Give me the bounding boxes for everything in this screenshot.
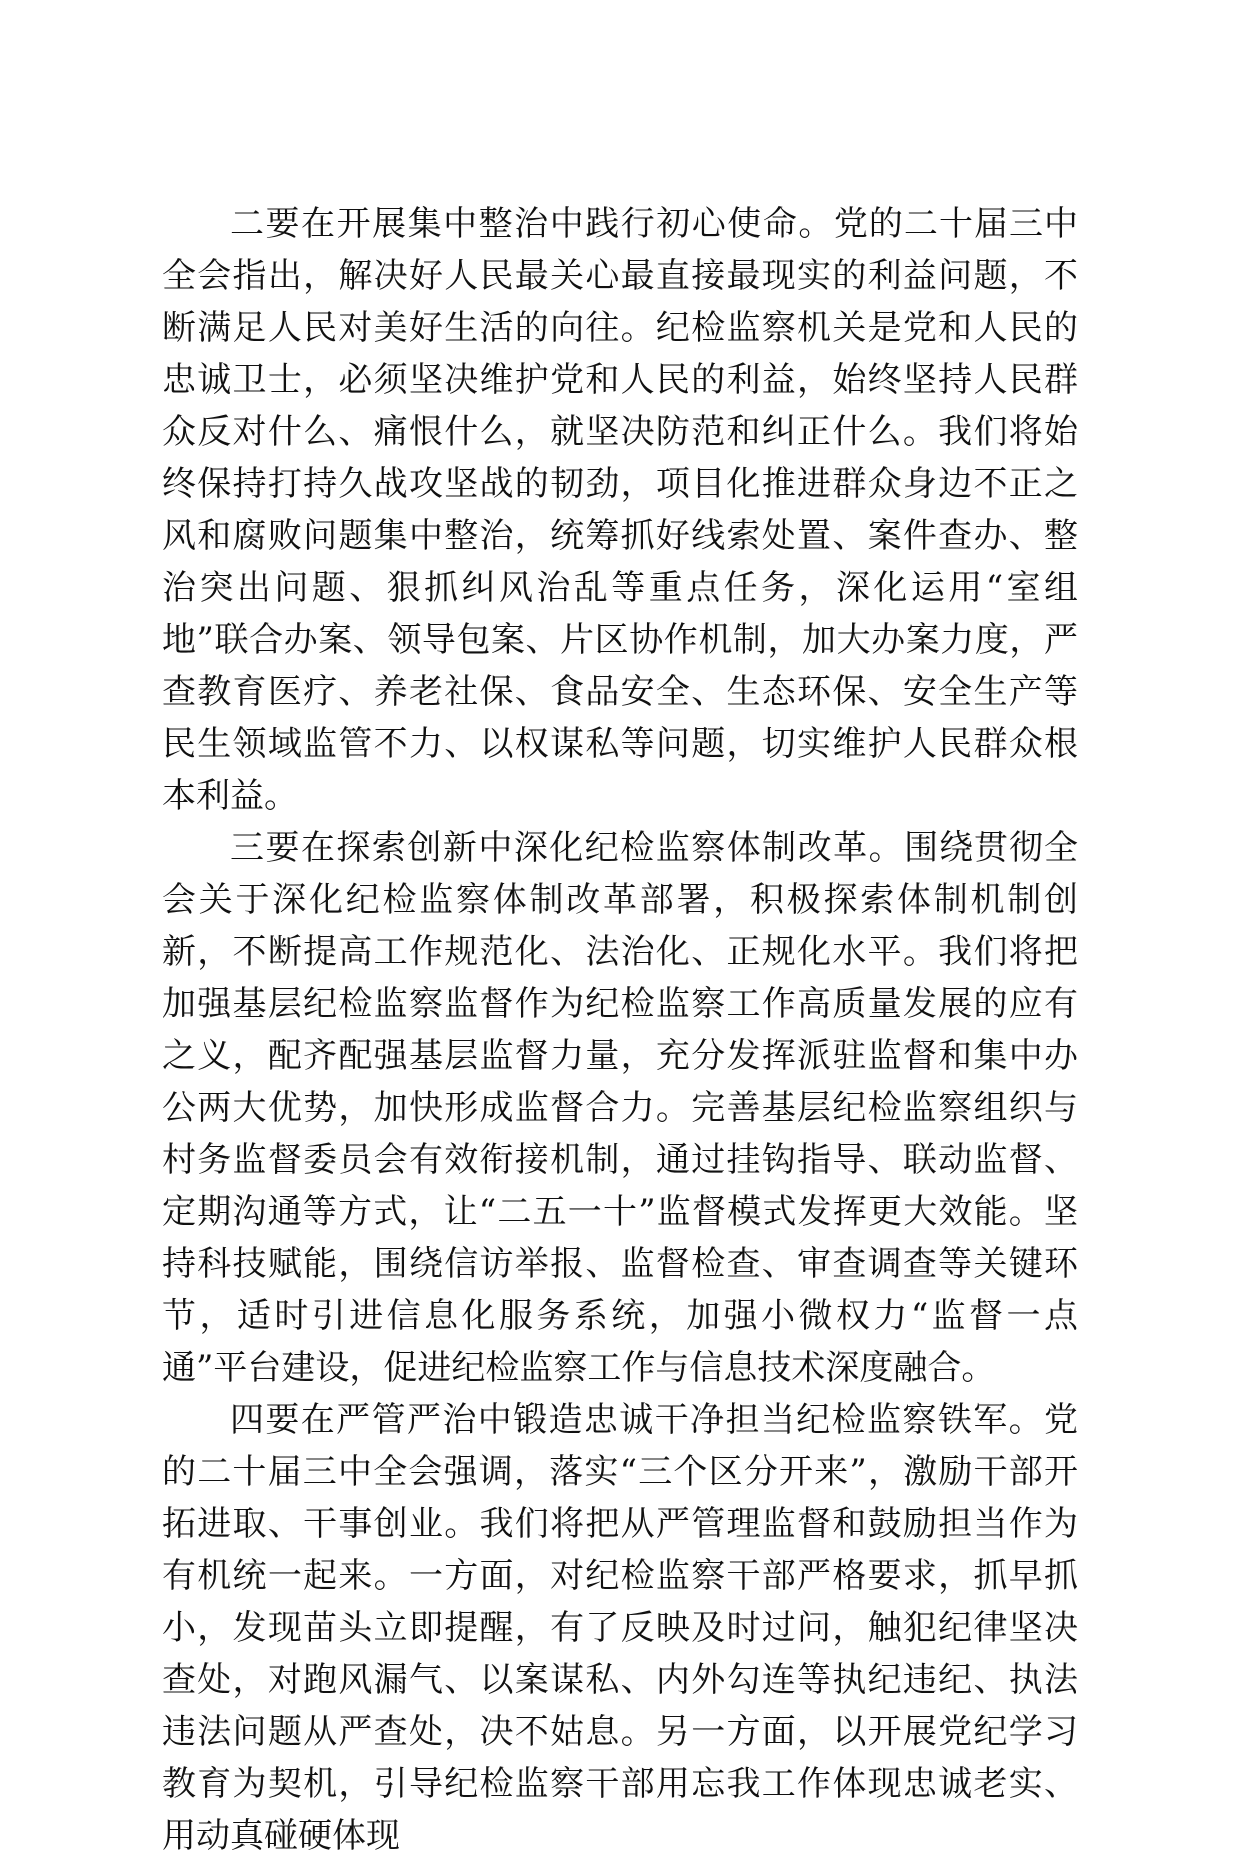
paragraph-lead-heading: 二要在开展集中整治中践行初心使命。	[230, 204, 834, 244]
paragraph-body-text: 围绕贯彻全会关于深化纪检监察体制改革部署，积极探索体制机制创新，不断提高工作规范化、法治化、正规化水平。我们将把加强基层纪检监察监督作为纪检监察工作高质量发展的应有之义，配齐配强基层监督力量，充分发挥派驻监督和集中办公两大优势，加快形成监督合力。完善基层纪检监察组织与村务监督委员会有效衔接机制，通过挂钩指导、联动监督、定期沟通等方式，让“二五一十”监督模式发挥更大效能。坚持科技赋能，围绕信访举报、监督检查、审查调查等关键环节，适时引进信息化服务系统，加强小微权力“监督一点通”平台建设，促进纪检监察工作与信息技术深度融合。	[162, 828, 1079, 1388]
document-body	[162, 198, 1078, 1862]
paragraph-system-reform	[162, 822, 1078, 1394]
paragraph-lead-heading: 三要在探索创新中深化纪检监察体制改革。	[230, 828, 905, 868]
paragraph-lead-heading: 四要在严管严治中锻造忠诚干净担当纪检监察铁军。	[230, 1400, 1044, 1440]
paragraph-concentrated-rectification	[162, 198, 1078, 822]
paragraph-strict-management	[162, 1394, 1078, 1862]
paragraph-body-text: 党的二十届三中全会强调，落实“三个区分开来”，激励干部开拓进取、干事创业。我们将把从严管理监督和鼓励担当作为有机统一起来。一方面，对纪检监察干部严格要求，抓早抓小，发现苗头立即提醒，有了反映及时过问，触犯纪律坚决查处，对跑风漏气、以案谋私、内外勾连等执纪违纪、执法违法问题从严查处，决不姑息。另一方面，以开展党纪学习教育为契机，引导纪检监察干部用忘我工作体现忠诚老实、用动真碰硬体现	[162, 1400, 1078, 1856]
paragraph-body-text: 党的二十届三中全会指出，解决好人民最关心最直接最现实的利益问题，不断满足人民对美好生活的向往。纪检监察机关是党和人民的忠诚卫士，必须坚决维护党和人民的利益，始终坚持人民群众反对什么、痛恨什么，就坚决防范和纠正什么。我们将始终保持打持久战攻坚战的韧劲，项目化推进群众身边不正之风和腐败问题集中整治，统筹抓好线索处置、案件查办、整治突出问题、狠抓纠风治乱等重点任务，深化运用“室组地”联合办案、领导包案、片区协作机制，加大办案力度，严查教育医疗、养老社保、食品安全、生态环保、安全生产等民生领域监管不力、以权谋私等问题，切实维护人民群众根本利益。	[162, 204, 1079, 816]
